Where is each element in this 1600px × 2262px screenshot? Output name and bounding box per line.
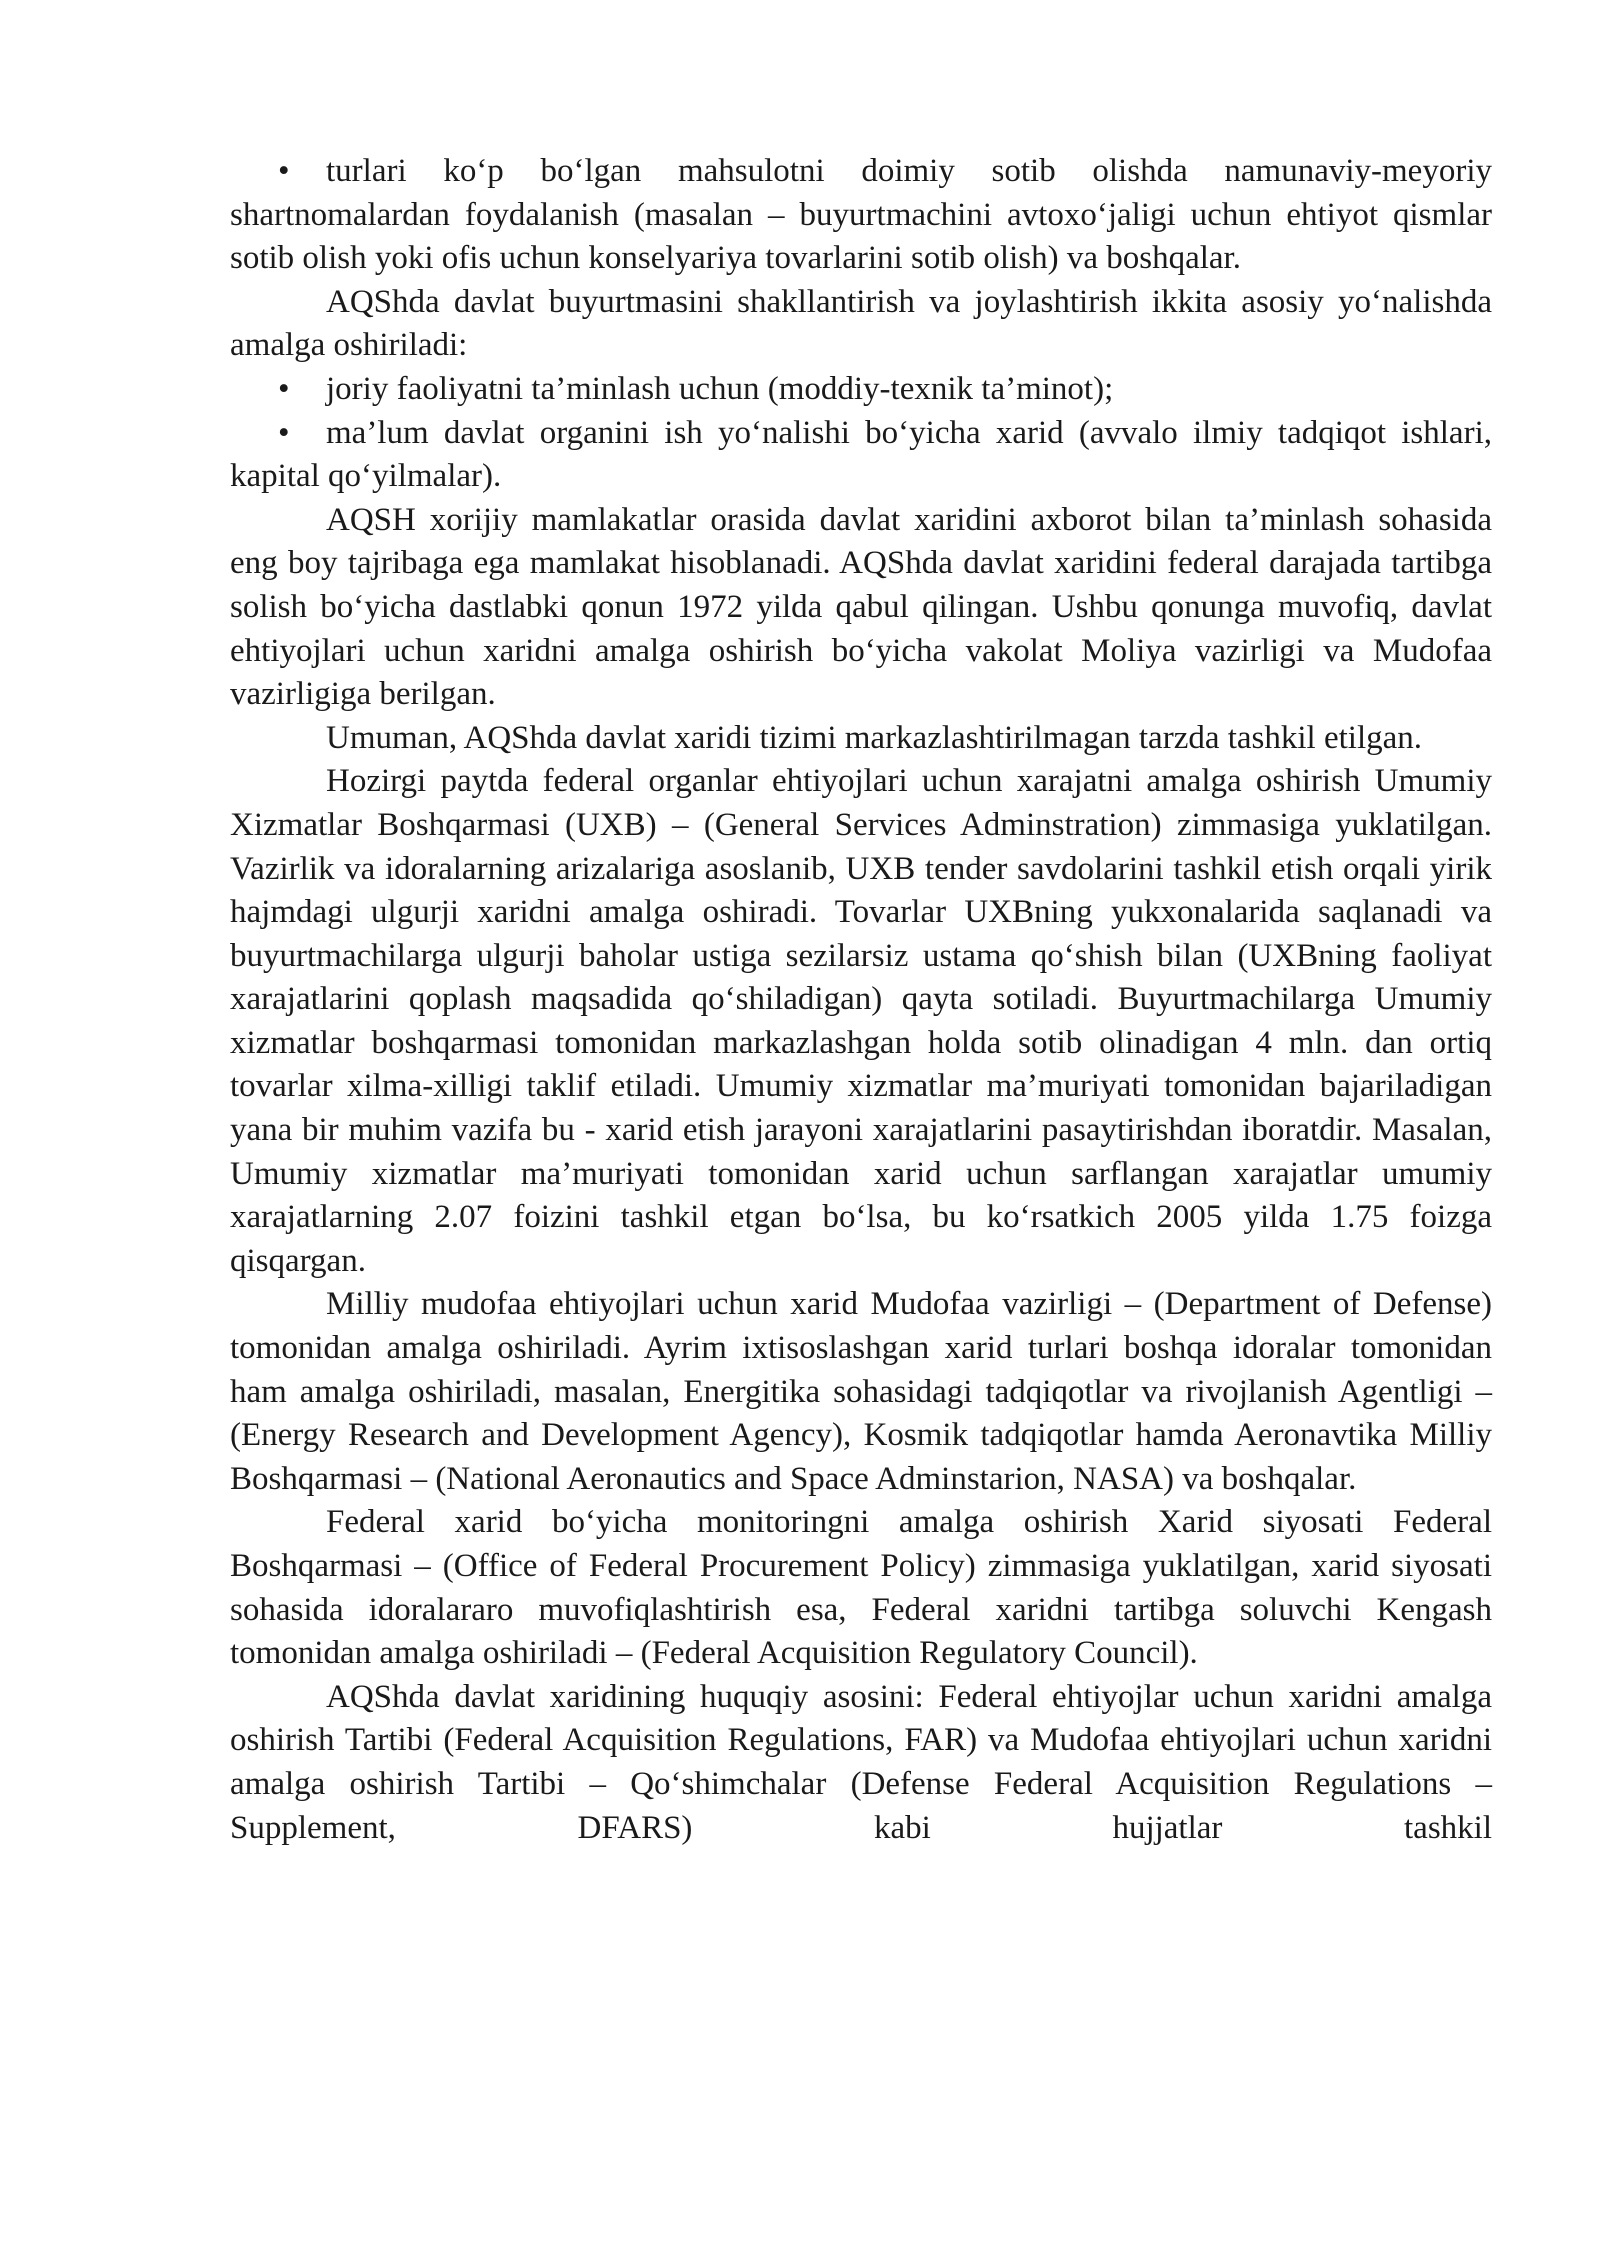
paragraph: Umuman, AQShda davlat xaridi tizimi markazlashtirilmagan tarzda tashkil etilgan. [326, 719, 1423, 756]
bullet-marker: • [278, 414, 290, 451]
paragraph: Milliy mudofaa ehtiyojlari uchun xarid Mudofaa vazirligi – (Department of Defense) tomonidan amalga oshiriladi. Ayrim ixtisoslashgan xarid turlari boshqa idoralar tomonidan ham amalga oshiriladi, masalan, Energitika sohasidagi tadqiqotlar va rivojlanish Agentligi – (Energy Research and Development Agency), Kosmik tadqiqotlar hamda Aeronavtika Milliy Boshqarmasi – (National Aeronautics and Space Adminstarion, NASA) va boshqalar. [230, 1286, 1492, 1497]
document-page [230, 150, 1492, 1850]
bullet-item [230, 150, 1492, 281]
bullet-text: joriy faoliyatni ta’minlash uchun (moddiy-texnik ta’minot); [326, 370, 1114, 407]
bullet-item [230, 412, 1492, 499]
bullet-text: ma’lum davlat organini ish yo‘nalishi bo‘yicha xarid (avvalo ilmiy tadqiqot ishlari, kapital qo‘yilmalar). [230, 414, 1492, 495]
paragraph: Federal xarid bo‘yicha monitoringni amalga oshirish Xarid siyosati Federal Boshqarmasi – (Office of Federal Procurement Policy) zimmasiga yuklatilgan, xarid siyosati sohasida idoralararo muvofiqlashtirish esa, Federal xaridni tartibga soluvchi Kengash tomonidan amalga oshiriladi – (Federal Acquisition Regulatory Council). [230, 1504, 1492, 1672]
bullet-item [230, 368, 1492, 412]
paragraph: Hozirgi paytda federal organlar ehtiyojlari uchun xarajatni amalga oshirish Umumiy Xizmatlar Boshqarmasi (UXB) – (General Services Adminstration) zimmasiga yuklatilgan. Vazirlik va idoralarning arizalariga asoslanib, UXB tender savdolarini tashkil etish orqali yirik hajmdagi ulgurji xaridni amalga oshiradi. Tovarlar UXBning yukxonalarida saqlanadi va buyurtmachilarga ulgurji baholar ustiga sezilarsiz ustama qo‘shish bilan (UXBning faoliyat xarajatlarini qoplash maqsadida qo‘shiladigan) qayta sotiladi. Buyurtmachilarga Umumiy xizmatlar boshqarmasi tomonidan markazlashgan holda sotib olinadigan 4 mln. dan ortiq tovarlar xilma-xilligi taklif etiladi. Umumiy xizmatlar ma’muriyati tomonidan bajariladigan yana bir muhim vazifa bu - xarid etish jarayoni xarajatlarini pasaytirishdan iboratdir. Masalan, Umumiy xizmatlar ma’muriyati tomonidan xarid uchun sarflangan xarajatlar umumiy xarajatlarning 2.07 foizini tashkil etgan bo‘lsa, bu ko‘rsatkich 2005 yilda 1.75 foizga qisqargan. [230, 763, 1492, 1279]
bullet-text: turlari ko‘p bo‘lgan mahsulotni doimiy sotib olishda namunaviy-meyoriy shartnomalardan foydalanish (masalan – buyurtmachini avtoxo‘jaligi uchun ehtiyot qismlar sotib olish yoki ofis uchun konselyariya tovarlarini sotib olish) va boshqalar. [230, 153, 1492, 277]
paragraph: AQShda davlat buyurtmasini shakllantirish va joylashtirish ikkita asosiy yo‘nalishda amalga oshiriladi: [230, 283, 1492, 364]
bullet-marker: • [278, 370, 290, 407]
paragraph: AQSH xorijiy mamlakatlar orasida davlat xaridini axborot bilan ta’minlash sohasida eng boy tajribaga ega mamlakat hisoblanadi. AQShda davlat xaridini federal darajada tartibga solish bo‘yicha dastlabki qonun 1972 yilda qabul qilingan. Ushbu qonunga muvofiq, davlat ehtiyojlari uchun xaridni amalga oshirish bo‘yicha vakolat Moliya vazirligi va Mudofaa vazirligiga berilgan. [230, 501, 1492, 713]
paragraph: AQShda davlat xaridining huquqiy asosini: Federal ehtiyojlar uchun xaridni amalga oshirish Tartibi (Federal Acquisition Regulations, FAR) va Mudofaa ehtiyojlari uchun xaridni amalga oshirish Tartibi – Qo‘shimchalar (Defense Federal Acquisition Regulations – Supplement, DFARS) kabi hujjatlar tashkil [230, 1678, 1492, 1846]
bullet-marker: • [278, 153, 290, 189]
